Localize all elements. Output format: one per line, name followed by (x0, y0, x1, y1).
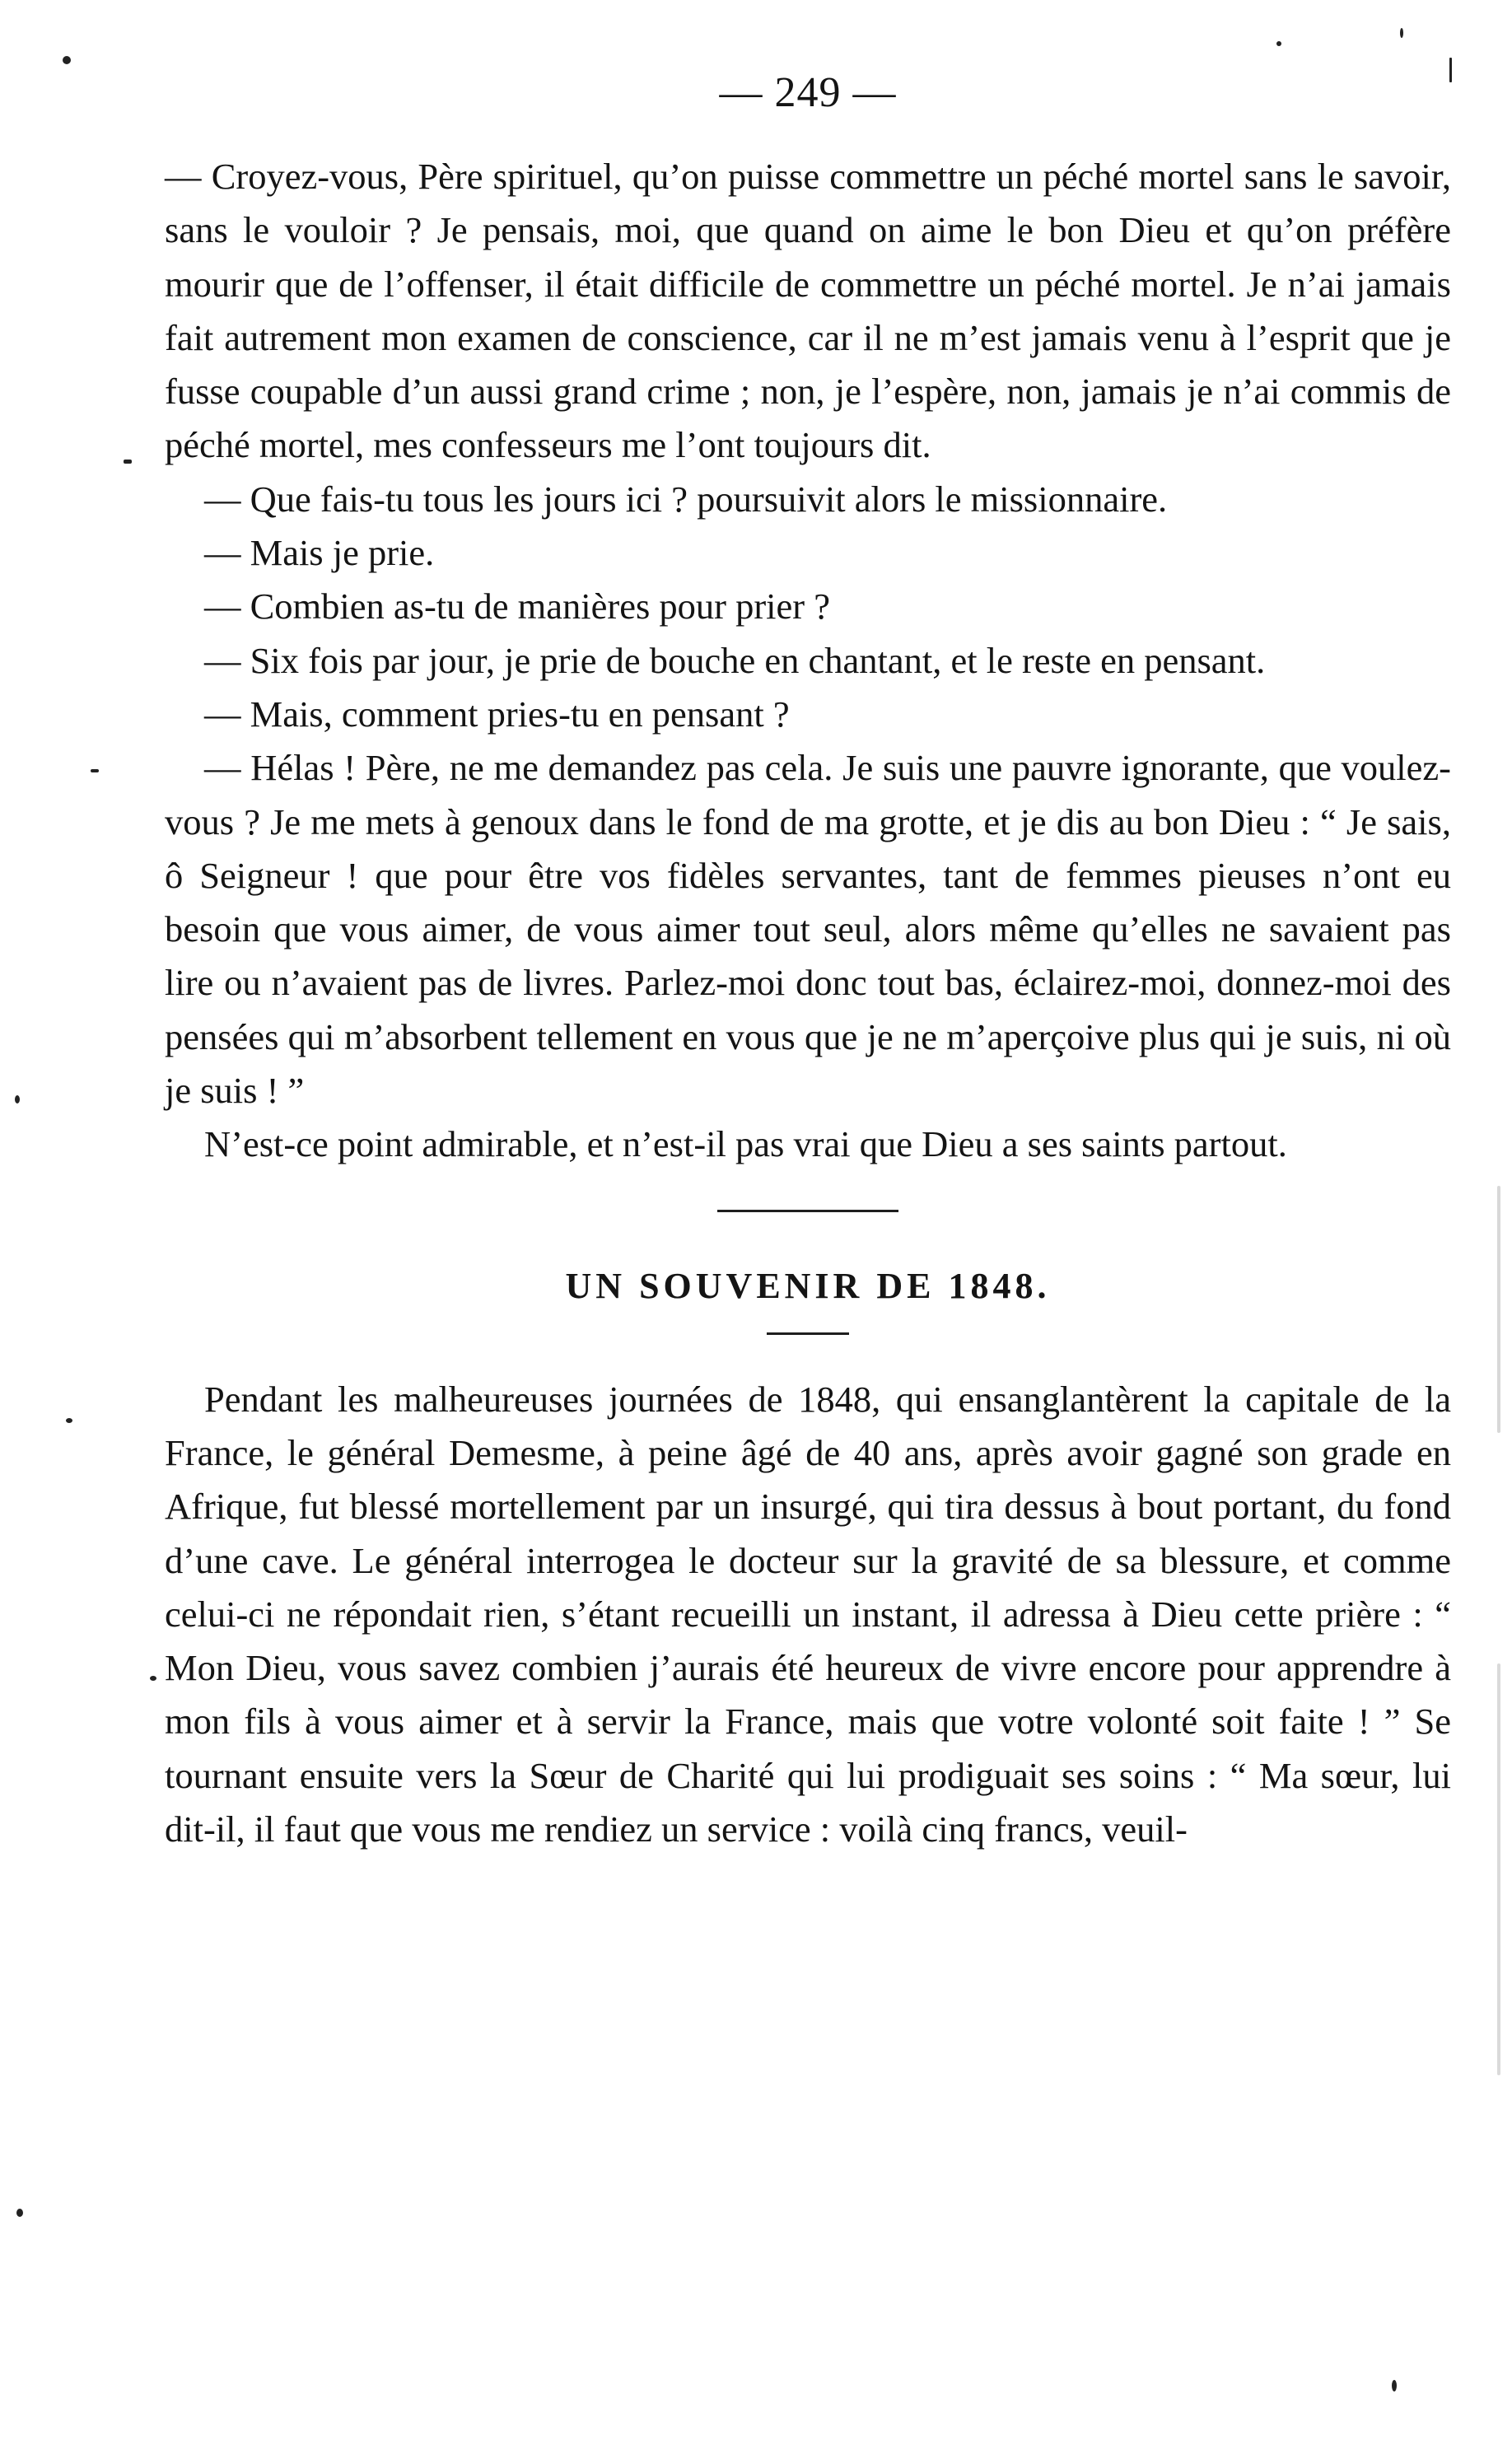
page-number: — 249 — (719, 69, 897, 116)
dialogue-paragraph: — Six fois par jour, je prie de bouche en chantant, et le reste en pensant. (204, 639, 1266, 681)
scan-speck (16, 2209, 23, 2217)
book-page (165, 64, 1451, 2419)
scan-speck (1400, 28, 1403, 38)
scan-speck (66, 1418, 72, 1423)
scan-speck (1392, 2380, 1397, 2391)
dialogue-paragraph: — Que fais-tu tous les jours ici ? poursuivit alors le missionnaire. (204, 478, 1168, 520)
scan-speck (91, 769, 99, 772)
title-underline (767, 1332, 849, 1335)
scan-speck (124, 460, 132, 464)
dialogue-paragraph: — Croyez-vous, Père spirituel, qu’on puisse commettre un péché mortel sans le savoir, sans le vouloir ? Je pensais, moi, que quand on aime le bon Dieu et qu’on préfère mourir que de l’offenser, il était difficile de commettre un péché mortel. Je n’ai jamais fait autrement mon examen de conscience, car il ne m’est jamais venu à l’esprit que je fusse coupable d’un aussi grand crime ; non, je l’espère, non, jamais je n’ai commis de péché mortel, mes confesseurs me l’ont toujours dit. (165, 156, 1451, 466)
dialogue-paragraph: — Hélas ! Père, ne me demandez pas cela. Je suis une pauvre ignorante, que voulez-vous ? Je me mets à genoux dans le fond de ma grotte, et je dis au bon Dieu : “ Je sais, ô Seigneur ! que pour être vos fidèles servantes, tant de femmes pieuses n’ont eu besoin que vous aimer, de vous aimer tout seul, alors même qu’elles ne savaient pas lire ou n’avaient pas de livres. Parlez-moi donc tout bas, éclairez-moi, donnez-moi des pensées qui m’absorbent tellement en vous que je ne m’aperçoive plus qui je suis, ni où je suis ! ” (165, 747, 1451, 1112)
dialogue-paragraph: — Mais, comment pries-tu en pensant ? (204, 693, 790, 735)
scan-speck (1497, 1186, 1500, 1433)
section-body (165, 1373, 1451, 1857)
closing-paragraph: N’est-ce point admirable, et n’est-il pas vrai que Dieu a ses saints partout. (204, 1123, 1287, 1165)
section-divider (717, 1210, 898, 1212)
scan-speck (1449, 58, 1452, 82)
dialogue-paragraph: — Mais je prie. (204, 532, 435, 574)
scan-speck (1276, 41, 1281, 46)
scan-speck (1497, 1663, 1500, 2075)
section-paragraph: Pendant les malheureuses journées de 1848, qui ensanglantèrent la capitale de la France, le général Demesme, à peine âgé de 40 ans, après avoir gagné son grade en Afrique, fut blessé mortellement par un insurgé, qui tira dessus à bout portant, du fond d’une cave. Le général interrogea le docteur sur la gravité de sa blessure, et comme celui-ci ne répondait rien, s’étant recueilli un instant, il adressa à Dieu cette prière : “ Mon Dieu, vous savez combien j’aurais été heureux de vivre encore pour apprendre à mon fils à vous aimer et à servir la France, mais que votre volonté soit faite ! ” Se tournant ensuite vers la Sœur de Charité qui lui prodiguait ses soins : “ Ma sœur, lui dit-il, il faut que vous me rendiez un service : voilà cinq francs, veuil- (165, 1378, 1451, 1850)
section-title: UN SOUVENIR DE 1848. (565, 1265, 1051, 1306)
scan-speck (63, 56, 71, 64)
scan-speck (150, 1676, 156, 1681)
dialogue-section (165, 150, 1451, 1172)
dialogue-paragraph: — Combien as-tu de manières pour prier ? (204, 586, 830, 628)
scan-speck (15, 1095, 20, 1104)
